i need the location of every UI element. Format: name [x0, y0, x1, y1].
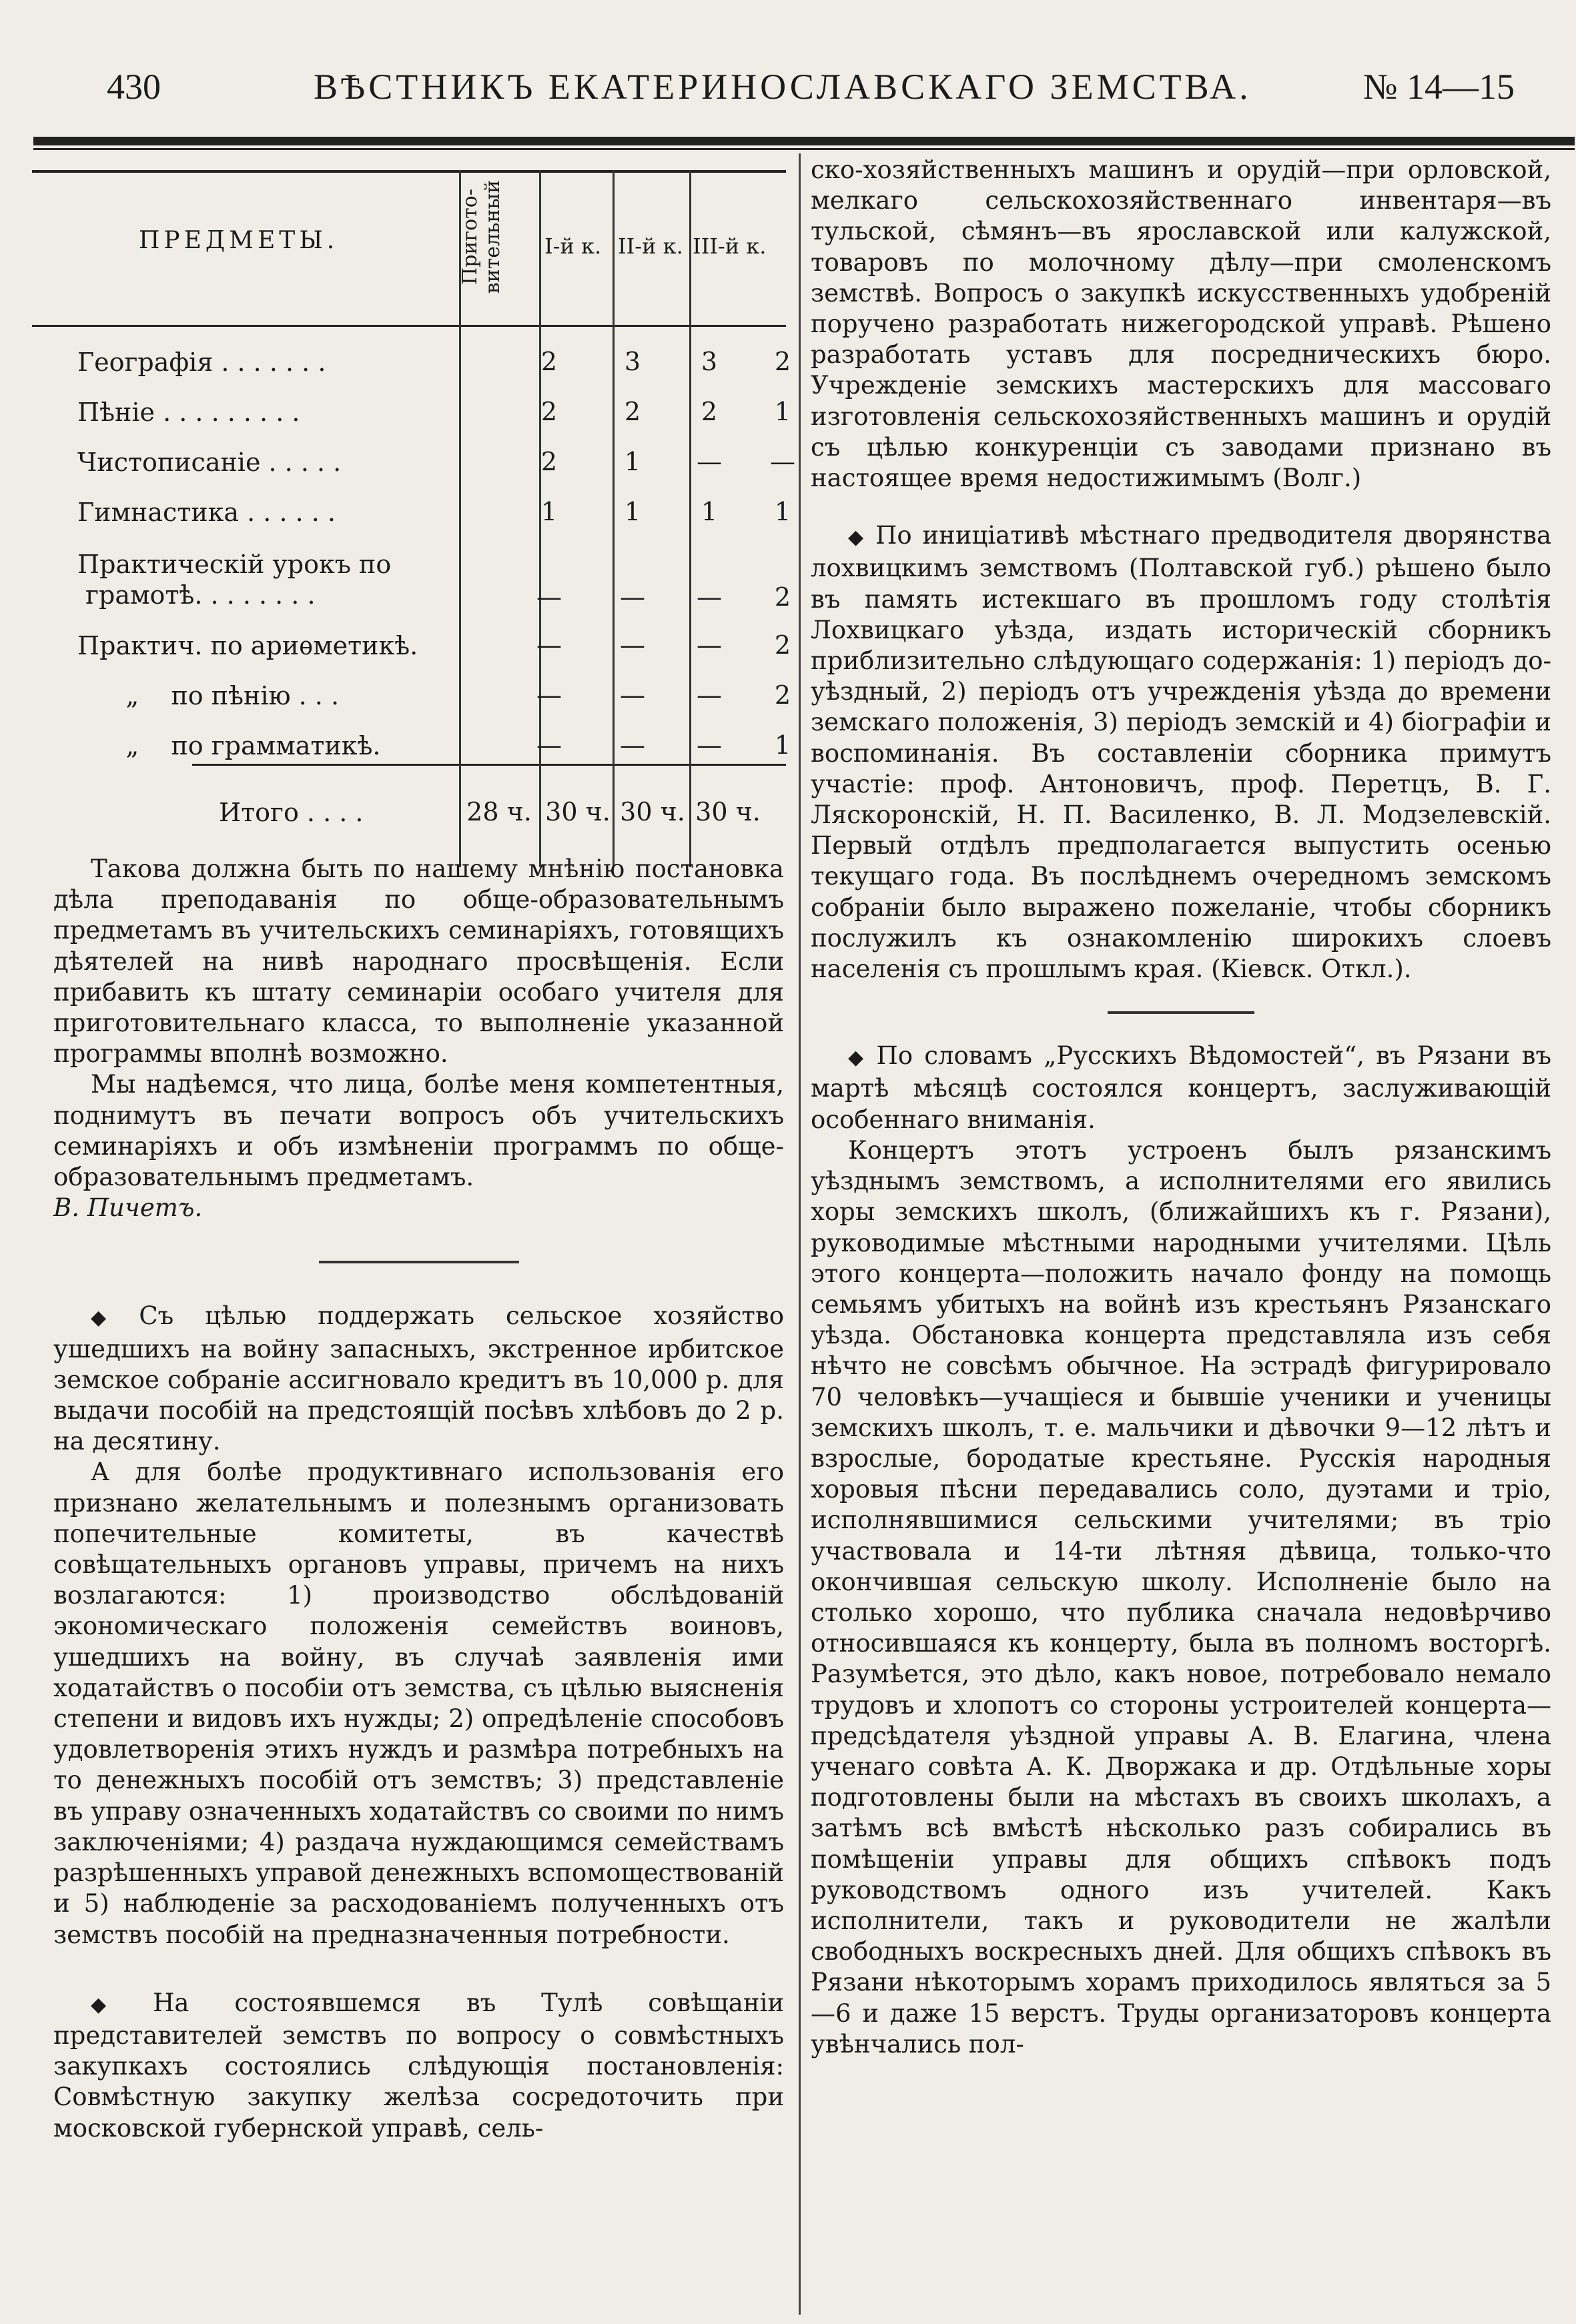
hours-cell: 2: [701, 397, 718, 426]
hours-cell: 3: [701, 347, 718, 376]
hours-cell: 2: [540, 397, 558, 426]
hours-cell: 1: [701, 497, 718, 526]
hours-cell: —: [620, 680, 645, 710]
paragraph: [53, 1301, 784, 1457]
page-number: 430: [107, 67, 161, 107]
paragraph-text: Съ цѣлью поддержать сельское хозяйство ушедшихъ на войну запасныхъ, экстренное ирбитское земское собраніе ассигновало кредитъ въ 10,000 р. для выдачи пособій на предстоящій посѣвъ хлѣбовъ до 2 р. на десятину.: [53, 1301, 784, 1456]
hours-cell: 1: [774, 730, 791, 760]
hours-cell: —: [536, 582, 562, 612]
subject-name: „ по пѣнію . . .: [77, 681, 340, 710]
hours-cell: —: [536, 680, 562, 710]
hours-cell: 3: [624, 347, 641, 376]
paragraph: А для болѣе продуктивнаго использованія его признано желательнымъ и полезнымъ организовать попечительные комитеты, въ качествѣ совѣщательныхъ органовъ управы, причемъ на нихъ возлагаются: 1) производство обслѣдованій экономическаго положенія семействъ воиновъ, ушедшихъ на войну, въ случаѣ заявленія ими ходатайствъ о пособіи отъ земства, съ цѣлью выясненія степени и видовъ ихъ нужды; 2) опредѣленіе способовъ удовлетворенія этихъ нуждъ и размѣра потребныхъ на то денежныхъ пособій отъ земствъ; 3) представленіе въ управу означенныхъ ходатайствъ со своими по нимъ заключеніями; 4) раздача нуждающимся семействамъ разрѣшенныхъ управой денежныхъ вспомоществованій и 5) наблюденіе за расходованіемъ полученныхъ отъ земствъ пособій на предназначенныя потребности.: [53, 1458, 784, 1949]
paragraph: ско-хозяйственныхъ машинъ и орудій—при орловской, мелкаго сельскохозяйственнаго инвентаря—въ тульской, сѣмянъ—въ ярославской или калужской, товаровъ по молочному дѣлу—при смоленскомъ земствѣ. Вопросъ о закупкѣ искусственныхъ удобреній поручено разработать нижегородской управѣ. Рѣшено разработать уставъ для посредническихъ бюро. Учрежденіе земскихъ мастерскихъ для массоваго изготовленія сельскохозяйственныхъ машинъ и орудій съ цѣлью конкуренціи съ заводами признано въ настоящее время недостижимымъ (Волг.): [811, 155, 1551, 493]
table-top-rule: [32, 170, 786, 173]
table-row: [32, 630, 799, 670]
subject-name: Пѣніе . . . . . . . . .: [77, 398, 300, 427]
total-cell: 30 ч.: [545, 797, 611, 826]
author-signature: В. Пичетъ.: [53, 1193, 203, 1223]
journal-title: ВѢСТНИКЪ ЕКАТЕРИНОСЛАВСКАГО ЗЕМСТВА.: [314, 67, 1252, 107]
total-cell: 30 ч.: [620, 797, 685, 826]
hours-cell: 2: [624, 397, 641, 426]
hours-cell: 1: [774, 497, 791, 526]
page-header: [33, 60, 1521, 113]
hours-cell: —: [697, 630, 722, 660]
hours-cell: —: [697, 582, 722, 612]
table-row: [32, 397, 799, 437]
hours-cell: —: [620, 582, 645, 612]
bullet-icon: ◆: [848, 1046, 867, 1070]
table-header-rule: [32, 325, 786, 327]
subject-name: Географія . . . . . . .: [77, 348, 326, 377]
table-row: [32, 549, 799, 616]
hours-cell: 1: [774, 397, 791, 426]
subject-name: „ по грамматикѣ.: [77, 731, 381, 760]
paragraph-text: По иниціативѣ мѣстнаго предводителя дворянства лохвицкимъ земствомъ (Полтавской губ.) рѣшено было въ память истекшаго въ прошломъ году столѣтія Лохвицкаго уѣзда, издать историческій сборникъ приблизительно слѣдующаго содержанія: 1) періодъ до-уѣздный, 2) періодъ отъ учрежденія уѣзда до времени земскаго положенія, 3) періодъ земскій и 4) біографіи и воспоминанія. Въ составленіи сборника примутъ участіе: проф. Антоновичъ, проф. Перетцъ, В. Г. Ляскоронскій, Н. П. Василенко, В. Л. Модзелевскій. Первый отдѣлъ предполагается выпустить осенью текущаго года. Въ послѣднемъ очередномъ земскомъ собраніи было выражено пожеланіе, чтобы сборникъ послужилъ къ ознакомленію широкихъ слоевъ населенія съ прошлымъ края. (Кіевск. Откл.).: [811, 521, 1551, 984]
paragraph-text: По словамъ „Русскихъ Вѣдомостей“, въ Рязани въ мартѣ мѣсяцѣ состоялся концертъ, заслуживающій особеннаго вниманія.: [811, 1041, 1552, 1134]
hours-cell: 1: [624, 497, 641, 526]
paragraph: [811, 520, 1551, 985]
hours-cell: 2: [540, 447, 558, 476]
hours-cell: 1: [624, 447, 641, 476]
paragraph: [53, 1988, 784, 2144]
hours-cell: —: [697, 730, 722, 760]
class-2-header: II-й к.: [618, 233, 683, 259]
right-column: [811, 155, 1551, 2060]
issue-number: № 14—15: [1362, 67, 1515, 107]
hours-cell: —: [620, 730, 645, 760]
bullet-icon: ◆: [91, 1992, 144, 2016]
left-column: [53, 854, 784, 2144]
table-row: [32, 730, 799, 770]
subject-name: Гимнастика . . . . . .: [77, 498, 336, 527]
table-row: [32, 447, 799, 487]
hours-cell: 2: [774, 680, 791, 710]
subject-name: Практич. по ариѳметикѣ.: [77, 631, 418, 660]
table-row: [32, 497, 799, 537]
header-rule-thin: [33, 148, 1575, 150]
hours-cell: 2: [774, 630, 791, 660]
paragraph: Концертъ этотъ устроенъ былъ рязанскимъ уѣзднымъ земствомъ, а исполнителями его явились хоры земскихъ школъ, (ближайшихъ къ г. Рязани), руководимые мѣстными народными учителями. Цѣль этого концерта—положить начало фонду на помощь семьямъ убитыхъ на войнѣ изъ крестьянъ Рязанскаго уѣзда. Обстановка концерта представляла изъ себя нѣчто не совсѣмъ обычное. На эстрадѣ фигурировало 70 человѣкъ—учащіеся и бывшіе ученики и ученицы земскихъ школъ, т. е. мальчики и дѣвочки 9—12 лѣтъ и взрослые, бородатые крестьяне. Русскія народныя хоровыя пѣсни передавались соло, дуэтами и тріо, исполнявшимися сельскими учителями; въ тріо участвовала и 14-ти лѣтняя дѣвица, только-что окончившая сельскую школу. Исполненіе было на столько хорошо, что публика сначала недовѣрчиво относившаяся къ концерту, была въ полномъ восторгѣ. Разумѣется, это дѣло, какъ новое, потребовало немало трудовъ и хлопотъ со стороны устроителей концерта—предсѣдателя уѣздной управы А. В. Елагина, члена ученаго совѣта А. К. Дворжака и др. Отдѣльные хоры подготовлены были на мѣстахъ въ своихъ школахъ, а затѣмъ всѣ вмѣстѣ нѣсколько разъ собирались въ помѣщеніи управы для общихъ спѣвокъ подъ руководствомъ одного изъ учителей. Какъ исполнители, такъ и руководители не жалѣли свободныхъ воскресныхъ дней. Для общихъ спѣвокъ въ Рязани нѣкоторымъ хорамъ приходилось являться за 5—6 и даже 15 верстъ. Труды организаторовъ концерта увѣнчались пол-: [811, 1135, 1551, 2059]
subjects-header: ПРЕДМЕТЫ.: [139, 227, 339, 254]
hours-cell: —: [536, 730, 562, 760]
header-rule: [33, 137, 1575, 145]
paragraph: [811, 1041, 1551, 1135]
paragraph: Такова должна быть по нашему мнѣнію постановка дѣла преподаванія по обще-образовательнымъ предметамъ въ учительскихъ семинаріяхъ, готовящихъ дѣятелей на нивѣ народнаго просвѣщенія. Если прибавить къ штату семинаріи особаго учителя для приготовительнаго класса, то выполненіе указанной программы вполнѣ возможно.: [53, 854, 784, 1069]
hours-cell: —: [620, 630, 645, 660]
paragraph: Мы надѣемся, что лица, болѣе меня компетентныя, поднимутъ въ печати вопросъ объ учительскихъ семинаріяхъ и объ измѣненіи программъ по обще-образовательнымъ предметамъ.: [53, 1070, 784, 1192]
hours-cell: 1: [540, 497, 558, 526]
total-cell: 28 ч.: [466, 797, 532, 826]
bullet-icon: ◆: [848, 526, 867, 550]
total-cell: 30 ч.: [695, 797, 761, 826]
table-row: [32, 680, 799, 720]
hours-cell: —: [697, 680, 722, 710]
total-label: Итого . . . .: [219, 798, 364, 827]
preparatory-class-header: Пригото-вительный: [458, 179, 504, 294]
hours-cell: —: [697, 447, 722, 476]
subject-name: Чистописаніе . . . . .: [77, 448, 342, 477]
subject-name: Практическій урокъ по грамотѣ. . . . . . . .: [77, 550, 392, 610]
hours-cell: 2: [774, 582, 791, 612]
hours-cell: 2: [774, 347, 791, 376]
bullet-icon: ◆: [91, 1306, 130, 1330]
class-1-header: I-й к.: [544, 233, 602, 259]
table-row: [32, 347, 799, 387]
hours-cell: 2: [540, 347, 558, 376]
paragraph-text: На состоявшемся въ Тулѣ совѣщаніи представителей земствъ по вопросу о совмѣстныхъ закупкахъ состоялись слѣдующія постановленія: Совмѣстную закупку желѣза сосредоточить при московской губернской управѣ, сель-: [53, 1988, 784, 2143]
class-3-header: III-й к.: [693, 233, 767, 259]
table-total-row: [32, 797, 799, 837]
hours-cell: —: [770, 447, 795, 476]
hours-cell: —: [536, 630, 562, 660]
